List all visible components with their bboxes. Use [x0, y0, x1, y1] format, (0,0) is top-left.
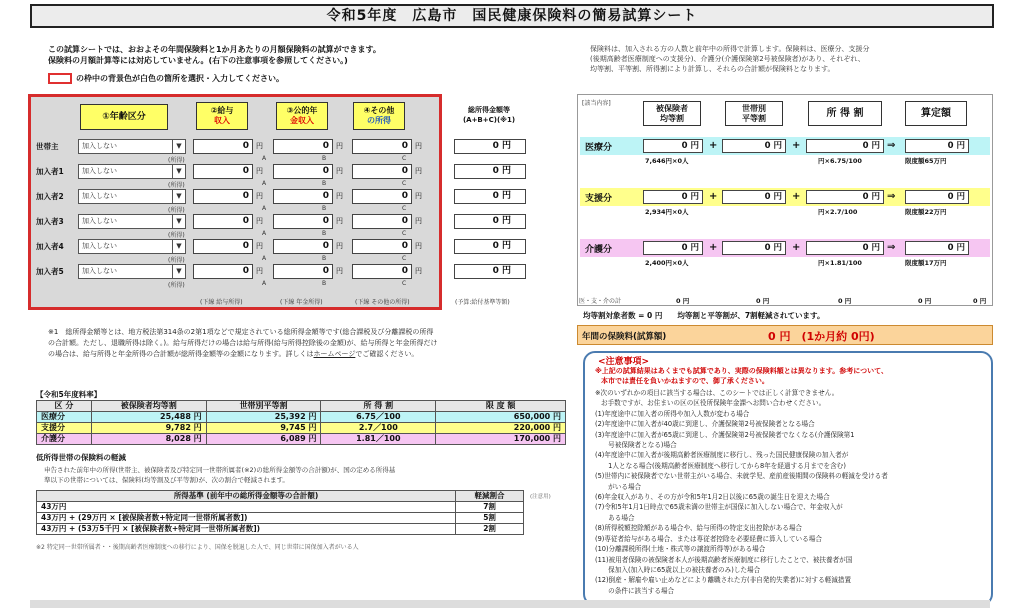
- rates-row: [37, 412, 566, 423]
- mini-val: 0 円: [676, 297, 690, 305]
- reduction-header-row: [37, 491, 524, 502]
- yen-label: 円: [415, 192, 422, 200]
- notes-warning-line: 本市では責任を負いかねますので、御了承ください。: [601, 377, 769, 385]
- notes-item: 保加入(加入時に65歳以上の被扶養者のみ)した場合: [595, 565, 761, 574]
- mini-head: 医・支・介の計: [579, 298, 622, 305]
- note1-line: ※1 総所得金額等とは、地方税法第314条の2第1項などで規定されている総所得金額等です(総合課税及び分離課税の所得: [48, 328, 434, 336]
- total-output: [454, 189, 526, 204]
- header-kintou-line1: 被保険者: [656, 103, 688, 113]
- legend-text: の枠中の背景色が白色の箇所を選択・入力してください。: [76, 74, 284, 83]
- bottom-divider: [30, 600, 990, 608]
- salary-input[interactable]: 0: [193, 139, 253, 154]
- plus-sign: +: [792, 242, 801, 253]
- header-age: ①年齢区分: [80, 104, 168, 130]
- total-value: 0 円: [492, 216, 511, 226]
- age-select-value: 加入しない: [82, 192, 117, 200]
- rates-cell: 220,000 円: [436, 423, 566, 434]
- notes-item: (10)分離課税所得(土地・株式等の譲渡所得等)がある場合: [595, 545, 766, 554]
- age-select[interactable]: [78, 189, 186, 204]
- header-salary: [196, 102, 248, 130]
- other-input[interactable]: 0: [352, 214, 412, 229]
- chevron-down-icon[interactable]: ▼: [172, 190, 185, 203]
- calc-row-label: 医療分: [585, 143, 613, 153]
- arrow-icon: ⇒: [887, 242, 896, 253]
- limit-sub: 限度額17万円: [905, 259, 947, 267]
- rates-cell: 医療分: [37, 412, 92, 423]
- sub-b: B: [322, 255, 327, 262]
- sub-a: A: [262, 205, 267, 212]
- sub-a: A: [262, 180, 267, 187]
- calc-row-label: 支援分: [585, 194, 613, 204]
- total-output: [454, 264, 526, 279]
- rates-cell: 9,745 円: [206, 423, 321, 434]
- header-pension-line2: 金収入: [290, 116, 314, 125]
- header-kintou-line2: 均等割: [660, 113, 684, 123]
- notes-warning: [595, 366, 985, 386]
- reduction-text: [44, 465, 574, 485]
- total-output: [454, 164, 526, 179]
- notes-item: ある場合: [595, 513, 635, 522]
- header-kintou: [643, 101, 701, 126]
- intro-line: 保険料は、加入される方の人数と前年中の所得で計算します。保険料は、医療分、支援分: [590, 45, 870, 53]
- yen-label: 円: [336, 142, 343, 150]
- sub-c: C: [402, 280, 407, 287]
- rates-cell: 介護分: [37, 434, 92, 445]
- row-label: 加入者2: [36, 192, 64, 201]
- chevron-down-icon[interactable]: ▼: [172, 140, 185, 153]
- intro-right: [590, 44, 990, 74]
- rates-caption: 【令和5年度料率】: [36, 390, 102, 399]
- rates-cell: 2.7／100: [321, 423, 436, 434]
- other-input[interactable]: 0: [352, 189, 412, 204]
- header-pension: [276, 102, 328, 130]
- header-salary-line1: ②給与: [210, 106, 234, 115]
- yen-label: 円: [336, 267, 343, 275]
- age-sub: (所得): [168, 232, 185, 239]
- rates-cell: 25,392 円: [206, 412, 321, 423]
- reduction-title: 低所得世帯の保険料の軽減: [36, 453, 126, 462]
- note1-line: の合計額。ただし、退職所得は除く。)。給与所得だけの場合は給与所得(給与所得控除後の金額)が、給与所得と年金所得だけ: [48, 339, 438, 347]
- rates-table: [36, 400, 566, 445]
- pension-footer: (下線 年金所得): [280, 299, 323, 306]
- notes-item: がいる場合: [595, 482, 642, 491]
- homepage-link[interactable]: ホームページ: [313, 350, 356, 358]
- mini-val: 0 円: [973, 297, 987, 305]
- plus-sign: +: [709, 242, 718, 253]
- rates-cell: 25,488 円: [91, 412, 206, 423]
- sub-a: A: [262, 280, 267, 287]
- chevron-down-icon[interactable]: ▼: [172, 165, 185, 178]
- shotoku-sub: 円×2.7/100: [818, 208, 858, 216]
- other-input[interactable]: 0: [352, 264, 412, 279]
- sub-b: B: [322, 205, 327, 212]
- shotoku-value: 0 円: [806, 190, 884, 204]
- salary-input[interactable]: 0: [193, 164, 253, 179]
- notes-item: (12)倒産・解雇や雇い止めなどにより離職された方(非自発的失業者)に対する軽減措置: [595, 576, 852, 585]
- reduction-header: 所得基準 (前年中の総所得金額等の合計額): [37, 491, 456, 502]
- chevron-down-icon[interactable]: ▼: [172, 215, 185, 228]
- notes-item: (6)年金収入があり、その方が令和5年1月2日以後に65歳の誕生日を迎えた場合: [595, 493, 830, 502]
- notes-item: (1)年度途中に加入者の所得や加入人数が変わる場合: [595, 409, 750, 418]
- yen-label: 円: [415, 267, 422, 275]
- header-total-line1: 総所得金額等: [468, 106, 510, 114]
- byoudou-value: 0 円: [722, 190, 786, 204]
- age-sub: (所得): [168, 182, 185, 189]
- age-sub: (所得): [168, 207, 185, 214]
- yen-label: 円: [336, 217, 343, 225]
- calc-total-value: 0 円: [905, 139, 969, 153]
- yen-label: 円: [336, 192, 343, 200]
- age-select-value: 加入しない: [82, 142, 117, 150]
- notes-item: (4)年度途中に加入者が後期高齢者医療制度に移行し、残った国民健康保険の加入者が: [595, 451, 849, 460]
- age-select[interactable]: [78, 214, 186, 229]
- notes-intro: ※次のいずれかの項目に該当する場合は、このシートでは正しく計算できません。: [595, 389, 839, 397]
- total-value: 0 円: [492, 166, 511, 176]
- yen-label: 円: [336, 242, 343, 250]
- reduction-cell: 43万円 + (53万5千円 × [被保険者数+特定同一世帯所属者数]): [37, 524, 456, 535]
- header-byoudou-line1: 世帯別: [742, 103, 766, 113]
- notes-item: の条件に該当する場合: [595, 586, 675, 595]
- header-total-calc: 算定額: [905, 101, 967, 126]
- reduction-row: [37, 524, 524, 535]
- row-label: 加入者4: [36, 242, 64, 251]
- page-title: 令和5年度 広島市 国民健康保険料の簡易試算シート: [30, 4, 994, 28]
- rates-header: 区 分: [37, 401, 92, 412]
- byoudou-value: 0 円: [722, 139, 786, 153]
- plus-sign: +: [709, 191, 718, 202]
- age-select-value: 加入しない: [82, 242, 117, 250]
- kintou-sub: 7,646円×0人: [645, 157, 689, 165]
- yen-label: 円: [415, 242, 422, 250]
- notes-item: 1人となる場合(後期高齢者医療制度へ移行してから8年を経過する月までを含む): [595, 461, 846, 470]
- reduction-row: [37, 513, 524, 524]
- pension-input[interactable]: 0: [273, 264, 333, 279]
- kintou-sub: 2,934円×0人: [645, 208, 689, 216]
- calc-row-label: 介護分: [585, 245, 613, 255]
- sub-b: B: [322, 180, 327, 187]
- yen-label: 円: [415, 142, 422, 150]
- other-input[interactable]: 0: [352, 164, 412, 179]
- notes-item: (5)世帯内に被保険者でない世帯主がいる場合、未就学児、産前産後期間の保険料の軽減を受ける者: [595, 472, 888, 481]
- yen-label: 円: [256, 242, 263, 250]
- reduction-header: 軽減割合: [456, 491, 524, 502]
- age-select[interactable]: [78, 264, 186, 279]
- reduction-cell: 2割: [456, 524, 524, 535]
- age-select-value: 加入しない: [82, 167, 117, 175]
- reduction-table: [36, 490, 524, 535]
- sub-a: A: [262, 155, 267, 162]
- age-sub: (所得): [168, 282, 185, 289]
- sub-a: A: [262, 230, 267, 237]
- reduction-cell: 43万円 + (29万円 × [被保険者数+特定同一世帯所属者数]): [37, 513, 456, 524]
- rates-cell: 1.81／100: [321, 434, 436, 445]
- notes-item: (9)専従者給与がある場合、または専従者控除を必要経費に算入している場合: [595, 534, 822, 543]
- header-shotoku: 所 得 割: [808, 101, 882, 126]
- age-select[interactable]: [78, 139, 186, 154]
- chevron-down-icon[interactable]: ▼: [172, 265, 185, 278]
- kintou-value: 0 円: [643, 241, 703, 255]
- total-value: 0 円: [492, 191, 511, 201]
- age-select-value: 加入しない: [82, 217, 117, 225]
- plus-sign: +: [709, 140, 718, 151]
- total-value: 0 円: [492, 266, 511, 276]
- reduction-line: 準以下の世帯については、保険料(均等割及び平等割)が、次の割合で軽減されます。: [44, 476, 289, 484]
- age-select-value: 加入しない: [82, 267, 117, 275]
- rates-cell: 650,000 円: [436, 412, 566, 423]
- yen-label: 円: [415, 167, 422, 175]
- limit-sub: 限度額22万円: [905, 208, 947, 216]
- calc-corner: [該当内容]: [582, 100, 611, 107]
- yen-label: 円: [256, 267, 263, 275]
- salary-input[interactable]: 0: [193, 189, 253, 204]
- salary-input[interactable]: 0: [193, 214, 253, 229]
- intro-left: [48, 44, 568, 66]
- header-other: [353, 102, 405, 130]
- sub-c: C: [402, 230, 407, 237]
- legend-swatch: [48, 73, 72, 84]
- total-output: [454, 214, 526, 229]
- reduction-side: (注意用): [530, 494, 551, 500]
- pension-input[interactable]: 0: [273, 189, 333, 204]
- reduction-cell: 43万円: [37, 502, 456, 513]
- notes-item: (11)被用者保険の被保険者本人が後期高齢者医療制度に移行したことで、被扶養者が国: [595, 555, 853, 564]
- note1-line-end: でご確認ください。: [355, 350, 419, 358]
- sub-a: A: [262, 255, 267, 262]
- rates-header: 所 得 割: [321, 401, 436, 412]
- total-output: [454, 139, 526, 154]
- mini-val: 0 円: [756, 297, 770, 305]
- note1-line-text: の場合は、給与所得と年金所得の合計額が総所得金額等の金額になります。詳しくは: [48, 350, 314, 358]
- shotoku-value: 0 円: [806, 241, 884, 255]
- sub-c: C: [402, 255, 407, 262]
- pension-input[interactable]: 0: [273, 139, 333, 154]
- intro-line: (後期高齢者医療制度への支援分)、介護分(介護保険第2号被保険者)があり、それぞれ、: [590, 55, 865, 63]
- kintou-value: 0 円: [643, 139, 703, 153]
- salary-input[interactable]: 0: [193, 239, 253, 254]
- notes-item: (7)令和5年1月1日時点で65歳未満の世帯主が国保に加入しない場合で、年金収入が: [595, 503, 843, 512]
- age-sub: (所得): [168, 157, 185, 164]
- rates-cell: 6.75／100: [321, 412, 436, 423]
- salary-input[interactable]: 0: [193, 264, 253, 279]
- rates-header: 被保険者均等割: [91, 401, 206, 412]
- header-salary-line2: 収入: [214, 116, 230, 125]
- calc-total-value: 0 円: [905, 190, 969, 204]
- other-input[interactable]: 0: [352, 239, 412, 254]
- notes-list: [595, 388, 987, 596]
- byoudou-value: 0 円: [722, 241, 786, 255]
- salary-footer: (下線 給与所得): [200, 299, 243, 306]
- row-label: 加入者3: [36, 217, 64, 226]
- header-byoudou: [725, 101, 783, 126]
- mini-val: 0 円: [918, 297, 932, 305]
- row-label: 世帯主: [36, 142, 59, 151]
- annual-result-bar: [577, 325, 993, 345]
- annual-label: 年間の保険料(試算額): [582, 332, 667, 342]
- yen-label: 円: [256, 192, 263, 200]
- header-total-line2: (A+B+C)(※1): [462, 116, 516, 124]
- pension-input[interactable]: 0: [273, 214, 333, 229]
- notes-item: (8)所得税額控除額がある場合や、給与所得の特定支出控除がある場合: [595, 524, 803, 533]
- notes-intro: お手数ですが、お住まいの区の区役所保険年金課へお問い合わせください。: [601, 399, 826, 408]
- sub-c: C: [402, 180, 407, 187]
- sub-b: B: [322, 280, 327, 287]
- reduction-footnote: ※2 特定同一世帯所属者・・後期高齢者医療制度への移行により、国保を脱退した人で、同じ世帯に国保加入者がいる人: [36, 544, 359, 551]
- notes-warning-line: ※上記の試算結果はあくまでも試算であり、実際の保険料額とは異なります。参考について、: [595, 367, 888, 375]
- sub-b: B: [322, 230, 327, 237]
- kintou-sub: 2,400円×0人: [645, 259, 689, 267]
- intro-line: 保険料の月額計算等には対応していません。(右下の注意事項を参照してください。): [48, 56, 348, 65]
- rates-cell: 6,089 円: [206, 434, 321, 445]
- other-input[interactable]: 0: [352, 139, 412, 154]
- mini-val: 0 円: [838, 297, 852, 305]
- note1: [48, 327, 568, 360]
- reduction-row: [37, 502, 524, 513]
- calc-total-value: 0 円: [905, 241, 969, 255]
- yen-label: 円: [256, 167, 263, 175]
- plus-sign: +: [792, 140, 801, 151]
- header-byoudou-line2: 平等割: [742, 113, 766, 123]
- arrow-icon: ⇒: [887, 191, 896, 202]
- reduction-line: 申告された前年中の所得(世帯主、被保険者及び特定同一世帯所属者(※2)の総所得金額等の合計額)が、国の定める所得基: [44, 466, 396, 474]
- reduction-cell: 5割: [456, 513, 524, 524]
- annual-value: 0 円 (1か月約 0円): [768, 330, 875, 343]
- note1-line3: [48, 349, 568, 360]
- pension-input[interactable]: 0: [273, 239, 333, 254]
- age-sub: (所得): [168, 257, 185, 264]
- header-total: [452, 105, 526, 125]
- header-other-line1: ④その他: [363, 106, 395, 115]
- shotoku-sub: 円×1.81/100: [818, 259, 862, 267]
- rates-header: 世帯別平等割: [206, 401, 321, 412]
- summary-line: 均等割対象者数 = 0 円 均等割と平等割が、7割軽減されています。: [583, 311, 825, 320]
- total-value: 0 円: [492, 241, 511, 251]
- header-pension-line1: ③公的年: [286, 106, 318, 115]
- rates-cell: 8,028 円: [91, 434, 206, 445]
- total-output: [454, 239, 526, 254]
- rates-row: [37, 423, 566, 434]
- rates-cell: 9,782 円: [91, 423, 206, 434]
- sub-c: C: [402, 205, 407, 212]
- shotoku-sub: 円×6.75/100: [818, 157, 862, 165]
- rates-header-row: [37, 401, 566, 412]
- intro-line: 均等割、平等割、所得割により計算し、それらの合計額が保険料となります。: [590, 65, 835, 73]
- age-select[interactable]: [78, 164, 186, 179]
- notes-title: <注意事項>: [598, 357, 650, 367]
- arrow-icon: ⇒: [887, 140, 896, 151]
- intro-line: この試算シートでは、おおよその年間保険料と1か月あたりの月額保険料の試算ができます。: [48, 45, 381, 54]
- row-label: 加入者5: [36, 267, 64, 276]
- total-value: 0 円: [492, 141, 511, 151]
- row-label: 加入者1: [36, 167, 64, 176]
- rates-row: [37, 434, 566, 445]
- pension-input[interactable]: 0: [273, 164, 333, 179]
- age-select[interactable]: [78, 239, 186, 254]
- notes-item: 号被保険者となる)場合: [595, 441, 677, 450]
- sub-c: C: [402, 155, 407, 162]
- chevron-down-icon[interactable]: ▼: [172, 240, 185, 253]
- other-footer: (下線 その他の所得): [355, 299, 410, 306]
- yen-label: 円: [256, 217, 263, 225]
- limit-sub: 限度額65万円: [905, 157, 947, 165]
- kintou-value: 0 円: [643, 190, 703, 204]
- notes-item: (3)年度途中に加入者が65歳に到達し、介護保険第2号被保険者でなくなる(介護保険第1: [595, 430, 855, 439]
- legend-note: [48, 73, 284, 84]
- plus-sign: +: [792, 191, 801, 202]
- yen-label: 円: [415, 217, 422, 225]
- yen-label: 円: [256, 142, 263, 150]
- sub-b: B: [322, 155, 327, 162]
- notes-item: (2)年度途中に加入者が40歳に到達し、介護保険第2号被保険者となる場合: [595, 420, 815, 429]
- reduction-cell: 7割: [456, 502, 524, 513]
- rates-cell: 支援分: [37, 423, 92, 434]
- rates-cell: 170,000 円: [436, 434, 566, 445]
- shotoku-value: 0 円: [806, 139, 884, 153]
- total-footer: (予算:給付基準等額): [455, 299, 510, 306]
- header-other-line2: の所得: [367, 116, 391, 125]
- rates-header: 限 度 額: [436, 401, 566, 412]
- yen-label: 円: [336, 167, 343, 175]
